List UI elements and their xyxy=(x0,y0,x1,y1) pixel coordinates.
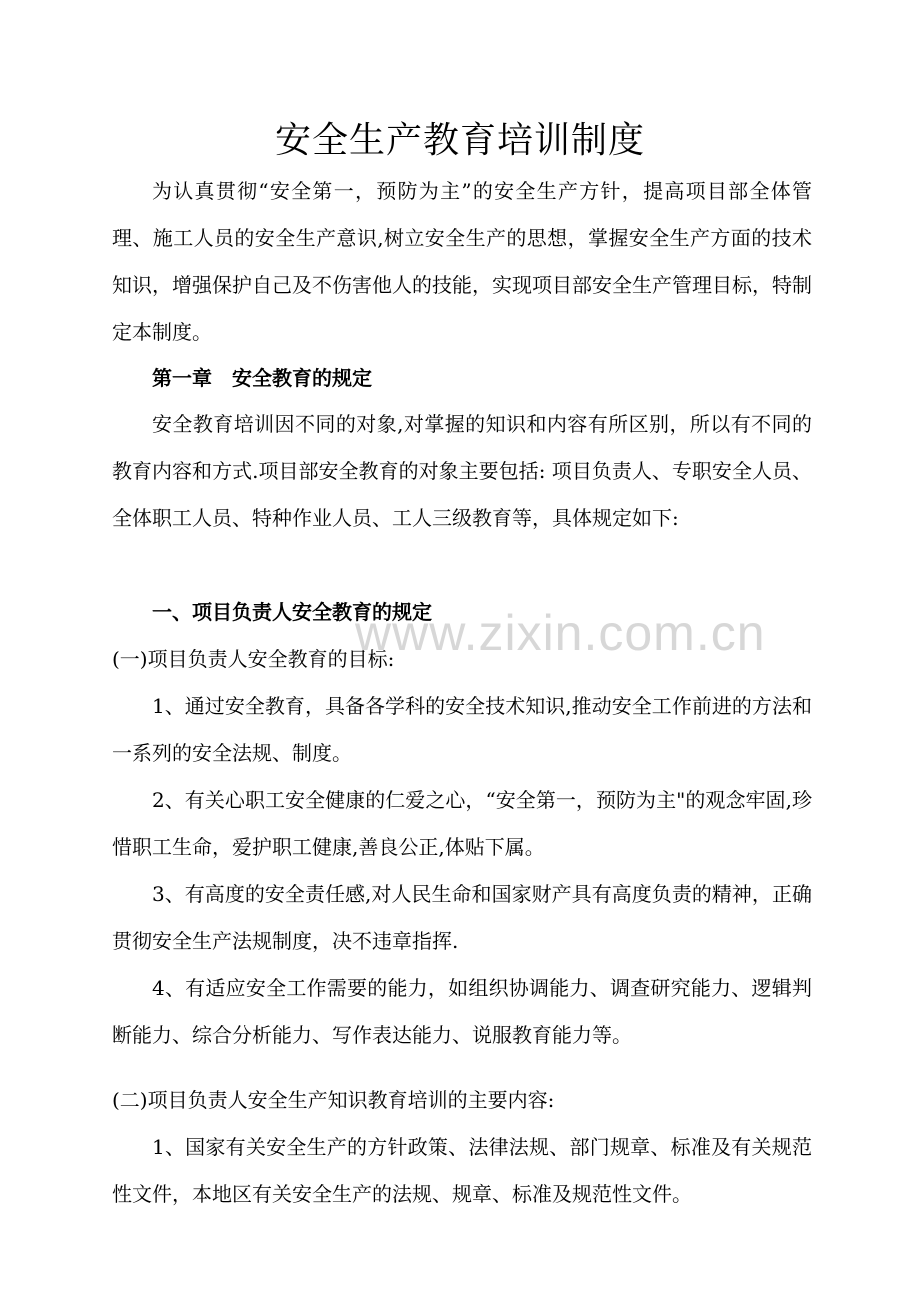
chapter1-heading: 第一章 安全教育的规定 xyxy=(152,366,372,390)
content-item-1: 1、国家有关安全生产的方针政策、法律法规、部门规章、标准及有关规范性文件，本地区有关安全生产的法规、规章、标准及规范性文件。 xyxy=(112,1135,812,1206)
chapter1-body: 安全教育培训因不同的对象,对掌握的知识和内容有所区别，所以有不同的教育内容和方式.项目部安全教育的对象主要包括: 项目负责人、专职安全人员、全体职工人员、特种作业人员、工人三级教育等，具体规定如下: xyxy=(112,412,812,530)
section1-heading: 一、项目负责人安全教育的规定 xyxy=(152,600,432,624)
goal-item-2: 2、有关心职工安全健康的仁爱之心，“安全第一，预防为主"的观念牢固,珍惜职工生命，爱护职工健康,善良公正,体贴下属。 xyxy=(112,788,812,859)
goal-item-1: 1、通过安全教育，具备各学科的安全技术知识,推动安全工作前进的方法和一系列的安全法规、制度。 xyxy=(112,694,812,765)
goal-item-4: 4、有适应安全工作需要的能力，如组织协调能力、调查研究能力、逻辑判断能力、综合分析能力、写作表达能力、说服教育能力等。 xyxy=(112,976,812,1047)
document-title: 安全生产教育培训制度 xyxy=(274,120,645,161)
goal-item-3: 3、有高度的安全责任感,对人民生命和国家财产具有高度负责的精神，正确贯彻安全生产法规制度，决不违章指挥. xyxy=(112,882,812,953)
intro-paragraph: 为认真贯彻“安全第一，预防为主”的安全生产方针，提高项目部全体管理、施工人员的安全生产意识,树立安全生产的思想，掌握安全生产方面的技术知识，增强保护自己及不伤害他人的技能，实现项目部安全生产管理目标，特制定本制度。 xyxy=(112,179,812,344)
sub2-heading: (二)项目负责人安全生产知识教育培训的主要内容: xyxy=(112,1088,555,1112)
watermark: www.zixin.com.cn xyxy=(355,605,766,661)
sub1-heading: (一)项目负责人安全教育的目标: xyxy=(112,647,395,671)
